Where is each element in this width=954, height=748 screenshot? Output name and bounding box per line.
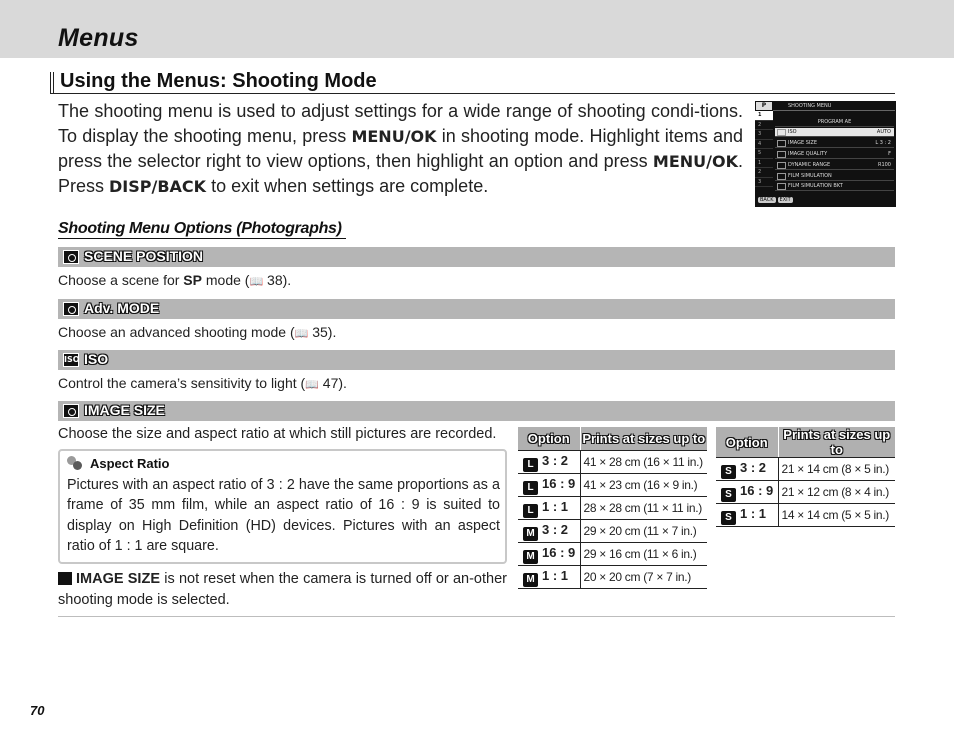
print-size-cell: 14 × 14 cm (5 × 5 in.)	[778, 504, 895, 527]
size-table-right	[716, 426, 895, 527]
option-label: SCENE POSITION	[84, 248, 204, 264]
image-size-icon	[63, 404, 79, 418]
aspect-ratio: 1 : 1	[542, 567, 569, 583]
page-number: 70	[30, 703, 45, 718]
option-band-scene-position	[58, 247, 895, 267]
option-description	[58, 272, 291, 288]
option-cell	[518, 520, 580, 543]
disp-back-key-label: DISP/BACK	[109, 177, 207, 196]
note-title: Aspect Ratio	[90, 456, 170, 471]
iso-icon	[777, 129, 786, 136]
camera-menu-row	[775, 182, 894, 191]
intro-text-4: to exit when settings are complete.	[206, 176, 489, 196]
desc-bold: SP	[183, 272, 202, 288]
option-band-iso	[58, 350, 895, 370]
camera-tab: 5	[755, 149, 773, 159]
camera-menu-tabs	[755, 111, 773, 199]
aspect-ratio-note	[58, 449, 507, 564]
camera-menu-row	[775, 128, 894, 137]
option-band-image-size	[58, 401, 895, 421]
options-heading: Shooting Menu Options (Photographs)	[58, 220, 346, 239]
quality-icon: S	[721, 465, 736, 479]
camera-menu-row	[775, 118, 894, 127]
intro-text-3: . Press	[58, 151, 743, 196]
column-header-prints: Prints at sizes up to	[580, 427, 707, 451]
column-header-option: Option	[716, 427, 778, 458]
camera-menu-row	[775, 150, 894, 159]
camera-menu-topbar	[773, 102, 895, 111]
aspect-ratio: 16 : 9	[542, 544, 576, 560]
image-size-icon	[777, 140, 786, 147]
size-table-left	[518, 426, 707, 589]
menu-ok-key-label: MENU/OK	[351, 127, 437, 146]
print-size-cell: 21 × 12 cm (8 × 4 in.)	[778, 481, 895, 504]
camera-row-label: IMAGE SIZE	[788, 140, 817, 146]
page-reference: 38	[267, 272, 283, 288]
camera-menu-screenshot	[755, 101, 896, 207]
print-size-cell: 21 × 14 cm (8 × 5 in.)	[778, 458, 895, 481]
print-size-cell: 41 × 28 cm (16 × 11 in.)	[580, 451, 707, 474]
film-simulation-icon	[777, 173, 786, 180]
back-key-icon: BACK	[760, 197, 774, 203]
camera-menu-row	[775, 161, 894, 170]
note-text: Pictures with an aspect ratio of 3 : 2 have the same proportions as a frame of 35 mm film, while an aspect ratio of 16 : 9 is suited to display on High Definition (HD) devices. Pictures with an aspect ratio of 1 : 1 are square.	[67, 477, 500, 554]
camera-row-label: FILM SIMULATION BKT	[788, 183, 843, 189]
aspect-ratio: 1 : 1	[542, 498, 569, 514]
aspect-ratio: 3 : 2	[542, 452, 569, 468]
section-heading-rule	[50, 70, 895, 94]
camera-menu-title: SHOOTING MENU	[788, 103, 832, 109]
page-reference: 35	[312, 324, 328, 340]
camera-row-label: PROGRAM AE	[817, 119, 852, 125]
image-size-icon	[58, 572, 72, 585]
aspect-ratio: 1 : 1	[740, 505, 767, 521]
option-label: ISO	[84, 351, 109, 367]
desc-text: ).	[327, 324, 337, 340]
desc-text: Control the camera’s sensitivity to light (	[58, 375, 306, 391]
table-row	[518, 474, 707, 497]
page-title: Menus	[58, 24, 139, 52]
footer-rule	[58, 616, 895, 617]
aspect-ratio: 3 : 2	[542, 521, 569, 537]
table-row	[716, 458, 895, 481]
camera-tab: 2	[755, 168, 773, 178]
aspect-ratio: 16 : 9	[542, 475, 576, 491]
section-marker-icon	[50, 72, 54, 93]
camera-row-label: FILM SIMULATION	[788, 173, 832, 179]
aspect-ratio: 3 : 2	[740, 459, 767, 475]
option-cell	[518, 497, 580, 520]
quality-icon: L	[523, 481, 538, 495]
camera-row-value: AUTO	[876, 129, 891, 135]
camera-row-label: IMAGE QUALITY	[788, 151, 828, 157]
print-size-cell: 41 × 23 cm (16 × 9 in.)	[580, 474, 707, 497]
section-heading: Using the Menus: Shooting Mode	[60, 70, 377, 92]
camera-menu-row	[775, 139, 894, 148]
camera-row-label: ISO	[788, 129, 797, 135]
iso-icon: ISO	[63, 353, 79, 367]
reset-note-label: IMAGE SIZE	[76, 571, 160, 587]
image-quality-icon	[777, 151, 786, 158]
book-icon: 📖	[249, 276, 264, 288]
column-header-prints: Prints at sizes up to	[778, 427, 895, 458]
camera-tab: 1	[755, 111, 773, 121]
menu-ok-key-label: MENU/OK	[652, 152, 738, 171]
table-row	[716, 504, 895, 527]
reset-note	[58, 569, 507, 610]
option-cell	[518, 451, 580, 474]
table-row	[518, 566, 707, 589]
desc-text: Choose the size and aspect ratio at which still pictures are recorded.	[58, 426, 497, 442]
print-size-cell: 28 × 28 cm (11 × 11 in.)	[580, 497, 707, 520]
intro-paragraph	[58, 99, 743, 199]
desc-text: Choose an advanced shooting mode (	[58, 324, 295, 340]
option-description	[58, 324, 336, 340]
option-cell	[716, 504, 778, 527]
camera-row-value: F	[888, 151, 891, 157]
intro-text-1: The shooting menu is used to adjust settings for a wide range of shooting condi-tions. To display the shooting menu, press	[58, 101, 743, 146]
camera-row-value: L 3 : 2	[875, 140, 891, 146]
page-reference: 47	[322, 375, 339, 391]
camera-row-label: DYNAMIC RANGE	[788, 162, 831, 168]
quality-icon: L	[523, 504, 538, 518]
option-label: Adv. MODE	[84, 300, 160, 316]
camera-icon	[63, 250, 79, 264]
desc-text: mode (	[201, 272, 250, 288]
table-row	[518, 543, 707, 566]
print-size-cell: 29 × 16 cm (11 × 6 in.)	[580, 543, 707, 566]
note-icon	[67, 456, 83, 470]
page-header-band	[0, 0, 954, 58]
reset-note-text: is not reset when the camera is turned off or an-other shooting mode is selected.	[58, 571, 507, 608]
table-row	[518, 520, 707, 543]
camera-tab: 1	[755, 159, 773, 169]
option-cell	[518, 474, 580, 497]
print-size-cell: 29 × 20 cm (11 × 7 in.)	[580, 520, 707, 543]
camera-tab: 3	[755, 130, 773, 140]
column-header-option: Option	[518, 427, 580, 451]
camera-icon	[63, 302, 79, 316]
aspect-ratio: 16 : 9	[740, 482, 774, 498]
camera-tab: 3	[755, 178, 773, 188]
camera-menu-row	[775, 172, 894, 181]
desc-text: ).	[282, 272, 292, 288]
option-cell	[716, 458, 778, 481]
quality-icon: S	[721, 511, 736, 525]
camera-tab: 2	[755, 121, 773, 131]
option-cell	[518, 566, 580, 589]
book-icon: 📖	[305, 379, 319, 391]
quality-icon: L	[523, 458, 538, 472]
quality-icon: M	[523, 550, 538, 564]
quality-icon: M	[523, 573, 538, 587]
camera-row-value: R100	[877, 162, 891, 168]
table-row	[716, 481, 895, 504]
option-description	[58, 375, 347, 391]
mode-badge: P	[756, 102, 772, 110]
table-header-row	[716, 427, 895, 458]
desc-text: ).	[338, 375, 347, 391]
camera-tab: 4	[755, 140, 773, 150]
camera-exit-hint	[758, 197, 795, 203]
film-bracket-icon	[777, 183, 786, 190]
option-label: IMAGE SIZE	[84, 402, 165, 418]
book-icon: 📖	[294, 328, 309, 340]
intro-text-2: in shooting mode. Highlight items and press the selector right to view options, then highlight an option and press	[58, 126, 743, 171]
table-row	[518, 451, 707, 474]
option-cell	[716, 481, 778, 504]
desc-text: Choose a scene for	[58, 272, 184, 288]
quality-icon: S	[721, 488, 736, 502]
dynamic-range-icon	[777, 162, 786, 169]
option-description	[58, 426, 496, 442]
table-row	[518, 497, 707, 520]
exit-label: EXIT	[779, 197, 791, 203]
option-cell	[518, 543, 580, 566]
print-size-cell: 20 × 20 cm (7 × 7 in.)	[580, 566, 707, 589]
table-header-row	[518, 427, 707, 451]
option-band-adv-mode	[58, 299, 895, 319]
quality-icon: M	[523, 527, 538, 541]
